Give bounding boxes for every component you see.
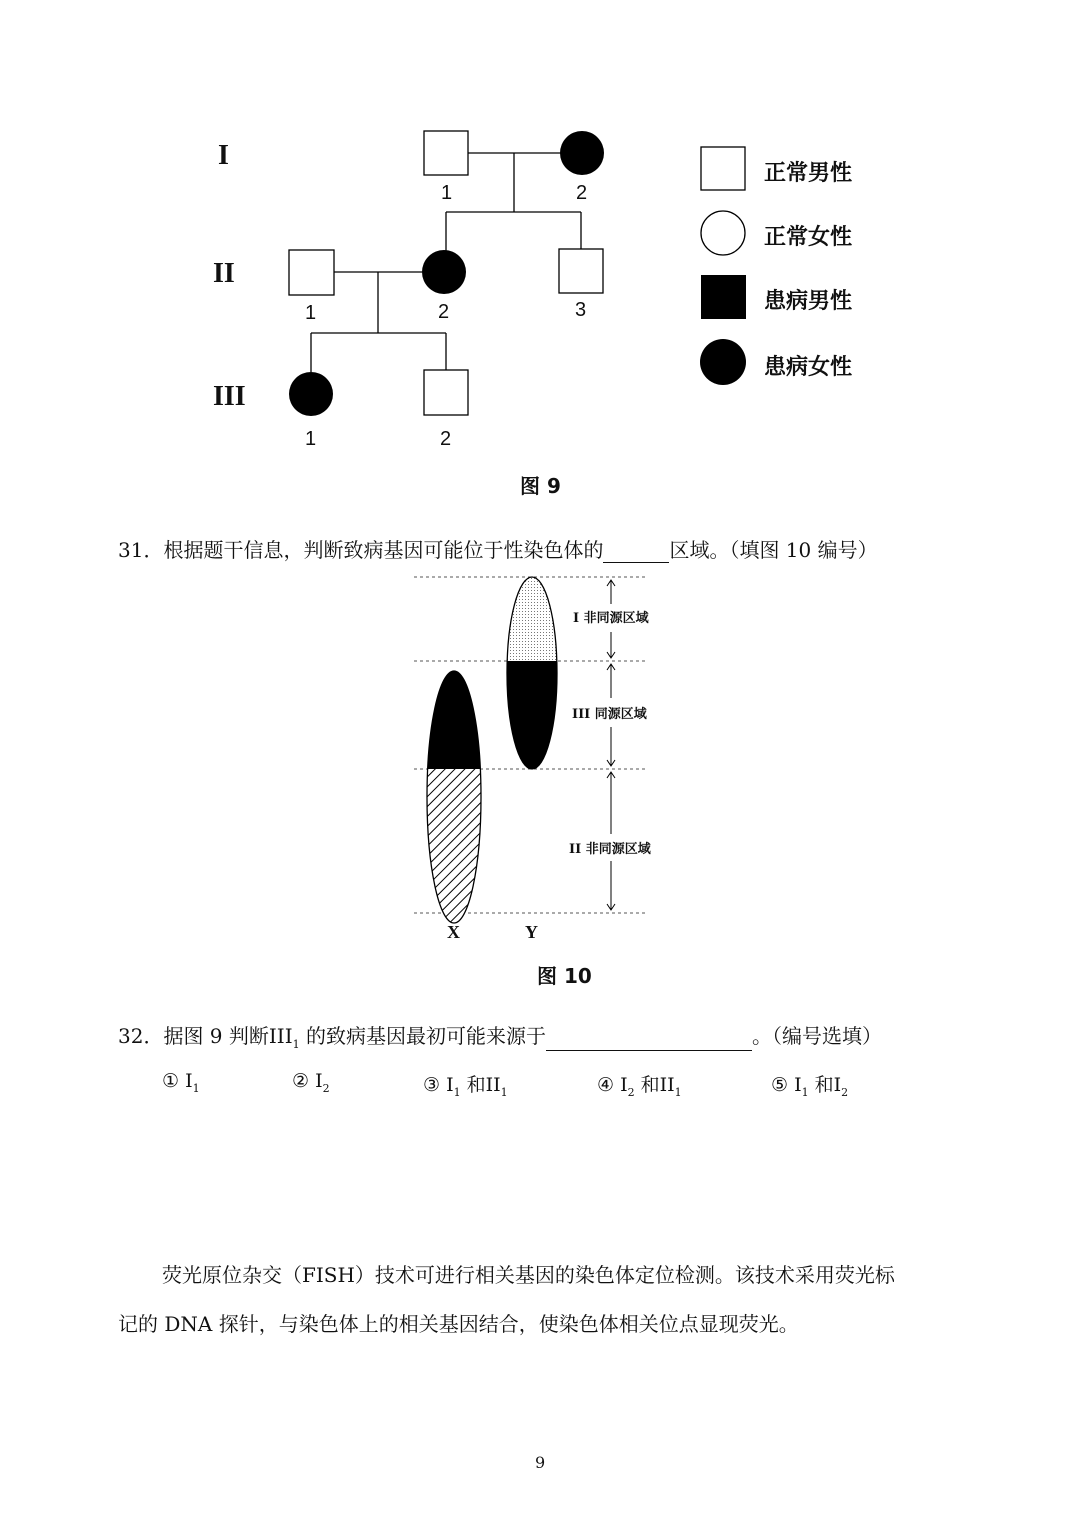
question-text: 的致病基因最初可能来源于 [299, 1024, 546, 1048]
option-3[interactable]: ③ $I_1$ 和$II_1$ [423, 1074, 508, 1099]
question-32: 32．据图 9 判断$III_1$ 的致病基因最初可能来源于 。（编号选填） [118, 1024, 882, 1051]
legend-square-open-icon [701, 147, 745, 190]
legend-label: 正常女性 [764, 224, 853, 250]
legend-circle-filled-icon [700, 339, 746, 385]
individual-I2 [560, 131, 604, 175]
individual-II1 [289, 250, 334, 295]
x-nonhomologous-segment [420, 769, 490, 929]
x-chromosome-label: X [447, 922, 460, 942]
fish-paragraph [118, 1251, 978, 1349]
question-text: 根据题干信息，判断致病基因可能位于性染色体的 [163, 538, 604, 562]
individual-III1 [289, 372, 333, 416]
individual-number: 1 [305, 428, 317, 450]
question-number: 31． [118, 538, 164, 562]
paragraph-line: 记的 DNA 探针，与染色体上的相关基因结合，使染色体相关位点显现荧光。 [118, 1312, 799, 1336]
region-label-III: III 同源区域 [570, 703, 649, 722]
question-number: 32． [118, 1024, 164, 1048]
legend-square-filled-icon [701, 275, 746, 319]
individual-number: 2 [438, 301, 450, 323]
question-text: 据图 9 判断III [163, 1024, 293, 1048]
individual-number: 2 [576, 182, 588, 204]
region-label-II: II 非同源区域 [567, 838, 653, 857]
individual-I1 [424, 131, 468, 175]
region-arrows [607, 580, 615, 910]
individual-II2 [422, 250, 466, 294]
individual-II3 [559, 249, 603, 293]
question-31 [118, 534, 878, 563]
individual-number: 1 [441, 182, 453, 204]
legend-label: 正常男性 [764, 160, 853, 186]
pedigree-figure [0, 0, 1080, 470]
individual-number: 2 [440, 428, 452, 450]
generation-label-III: III [213, 381, 246, 412]
figure-9-caption: 图 9 [520, 474, 561, 498]
y-chromosome-label: Y [525, 922, 538, 942]
answer-blank[interactable] [546, 1028, 752, 1051]
option-5[interactable]: ⑤ $I_1$ 和$I_2$ [771, 1074, 849, 1099]
legend-label: 患病女性 [764, 354, 853, 380]
question-text: 。（编号选填） [751, 1024, 882, 1048]
region-label-I: I 非同源区域 [571, 607, 651, 626]
individual-III2 [424, 370, 468, 415]
option-2[interactable]: ② $I_2$ [292, 1070, 330, 1095]
question-text: 区域。（填图 10 编号） [669, 538, 878, 562]
individual-number: 3 [575, 299, 587, 321]
option-1[interactable]: ① $I_1$ [162, 1070, 200, 1095]
paragraph-line: 荧光原位杂交（FISH）技术可进行相关基因的染色体定位检测。该技术采用荧光标 [162, 1263, 895, 1287]
legend-label: 患病男性 [764, 288, 853, 314]
legend-circle-open-icon [701, 211, 745, 255]
generation-label-I: I [218, 140, 229, 171]
generation-label-II: II [213, 258, 235, 289]
y-nonhomologous-segment [500, 570, 570, 661]
option-4[interactable]: ④ $I_2$ 和$II_1$ [597, 1074, 682, 1099]
figure-10-caption: 图 10 [537, 964, 592, 988]
page-number: 9 [535, 1453, 546, 1472]
chromosome-figure [0, 560, 1080, 940]
individual-number: 1 [305, 302, 317, 324]
